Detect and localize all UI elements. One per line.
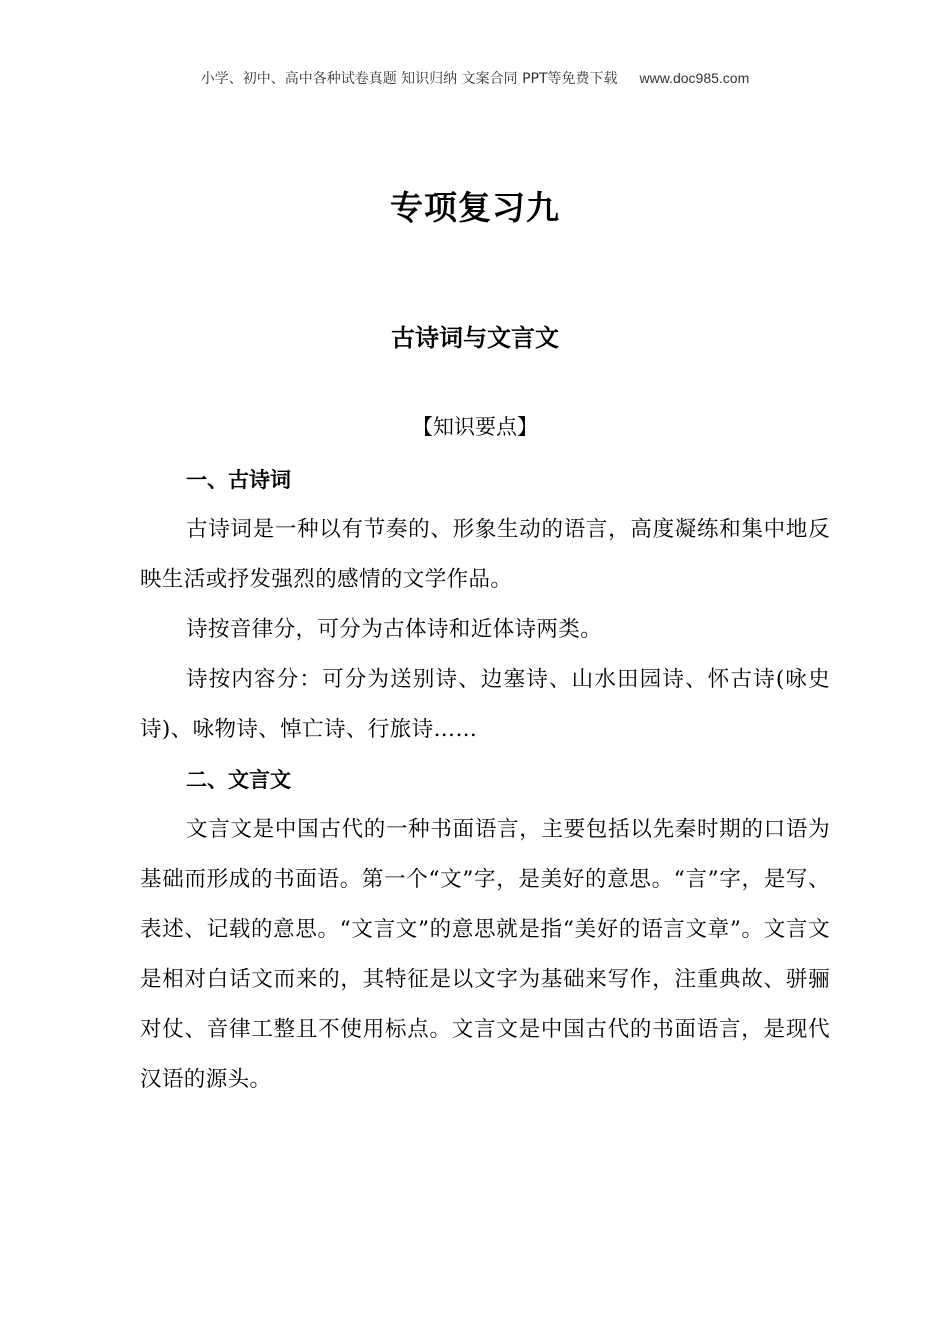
paragraph: 诗按内容分：可分为送别诗、边塞诗、山水田园诗、怀古诗(咏史诗)、咏物诗、悼亡诗、行旅诗…… bbox=[140, 667, 830, 742]
page-header bbox=[0, 68, 950, 88]
paragraph: 文言文是中国古代的一种书面语言，主要包括以先秦时期的口语为基础而形成的书面语。第一个“文”字，是美好的意思。“言”字，是写、表述、记载的意思。“文言文”的意思就是指“美好的语言文章”。文言文是相对白话文而来的，其特征是以文字为基础来写作，注重典故、骈骊对仗、音律工整且不使用标点。文言文是中国古代的书面语言，是现代汉语的源头。 bbox=[140, 817, 830, 1092]
section-heading: 二、文言文 bbox=[186, 768, 291, 792]
paragraph: 诗按音律分，可分为古体诗和近体诗两类。 bbox=[186, 617, 603, 642]
section-label: 【知识要点】 bbox=[412, 415, 538, 439]
paragraph: 古诗词是一种以有节奏的、形象生动的语言，高度凝练和集中地反映生活或抒发强烈的感情的文学作品。 bbox=[140, 517, 830, 592]
document-subtitle: 古诗词与文言文 bbox=[391, 324, 559, 352]
header-site-link[interactable]: www.doc985.com bbox=[639, 70, 750, 86]
document-title: 专项复习九 bbox=[390, 188, 560, 227]
document-body bbox=[140, 455, 830, 1105]
section-heading: 一、古诗词 bbox=[186, 468, 291, 492]
header-text: 小学、初中、高中各种试卷真题 知识归纳 文案合同 PPT等免费下载 bbox=[200, 71, 618, 87]
